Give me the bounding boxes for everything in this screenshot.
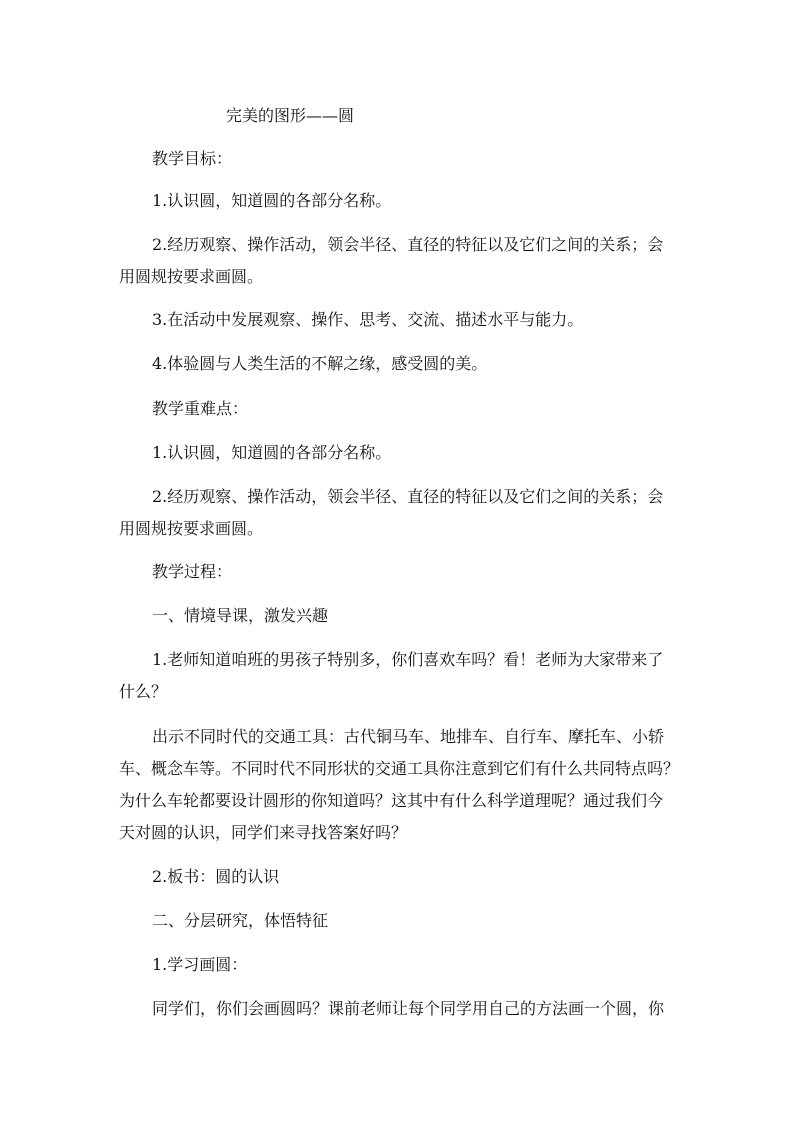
paragraph-line: 为什么车轮都要设计圆形的你知道吗？这其中有什么科学道理呢？通过我们今 xyxy=(119,791,664,810)
paragraph-line: 车、概念车等。不同时代不同形状的交通工具你注意到它们有什么共同特点吗？ xyxy=(119,759,680,778)
paragraph-line: 用圆规按要求画圆。 xyxy=(119,267,264,286)
paragraph-line: 1.老师知道咱班的男孩子特别多，你们喜欢车吗？看！老师为大家带来了 xyxy=(152,650,664,669)
section-heading-objectives: 教学目标： xyxy=(152,149,233,168)
paragraph-line: 1.学习画圆： xyxy=(152,955,248,974)
paragraph-line: 出示不同时代的交通工具：古代铜马车、地排车、自行车、摩托车、小轿 xyxy=(152,727,665,746)
section-heading-key-points: 教学重难点： xyxy=(152,399,249,418)
subsection-heading: 二、分层研究，体悟特征 xyxy=(152,911,329,930)
paragraph-line: 2.经历观察、操作活动，领会半径、直径的特征以及它们之间的关系；会 xyxy=(152,487,664,506)
paragraph-line: 用圆规按要求画圆。 xyxy=(119,519,264,538)
document-title: 完美的图形——圆 xyxy=(226,106,355,125)
paragraph-line: 同学们，你们会画圆吗？课前老师让每个同学用自己的方法画一个圆，你 xyxy=(152,999,665,1018)
paragraph-line: 1.认识圆，知道圆的各部分名称。 xyxy=(152,443,392,462)
paragraph-line: 天对圆的认识，同学们来寻找答案好吗？ xyxy=(119,823,408,842)
paragraph-line: 2.板书：圆的认识 xyxy=(152,867,280,886)
subsection-heading: 一、情境导课，激发兴趣 xyxy=(152,606,329,625)
section-heading-process: 教学过程： xyxy=(152,562,233,581)
paragraph-line: 1.认识圆，知道圆的各部分名称。 xyxy=(152,191,392,210)
paragraph-line: 3.在活动中发展观察、操作、思考、交流、描述水平与能力。 xyxy=(152,310,584,329)
paragraph-line: 4.体验圆与人类生活的不解之缘，感受圆的美。 xyxy=(152,354,488,373)
paragraph-line: 2.经历观察、操作活动，领会半径、直径的特征以及它们之间的关系；会 xyxy=(152,235,664,254)
paragraph-line: 什么？ xyxy=(119,682,168,701)
